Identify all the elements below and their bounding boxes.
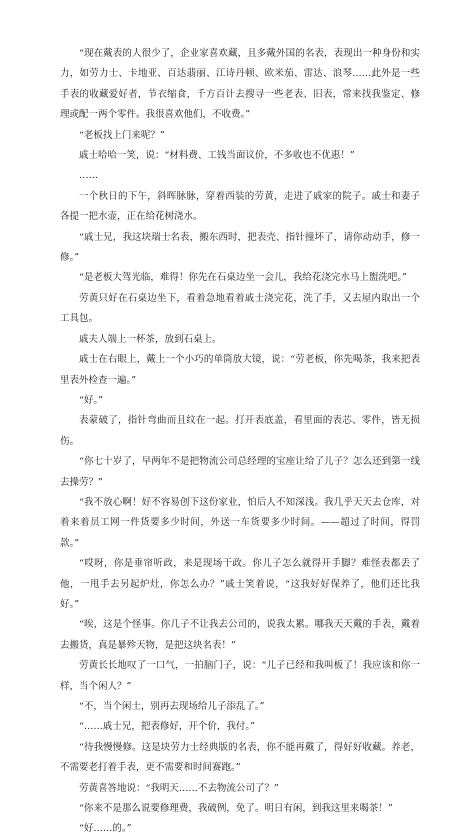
paragraph: 表蒙破了，指针弯曲而且纹在一起。打开表底盖，看里面的表芯、零件，皆无损伤。: [60, 415, 420, 447]
paragraph: “戚士兄，我这块瑞士名表，搬东西时，把表壳、指针撞坏了，请你动动手，修一修。”: [60, 231, 420, 264]
paragraph: “我不放心啊！好不容易创下这份家业，怕后人不知深浅。我几乎天天去仓库，对着来着员工网一件货要多少时间，外送一车货要多少时间。——超过了时间，得罚款。”: [60, 496, 420, 549]
paragraph: 劳黄喜答地说：“我明天……不去物流公司了？”: [79, 782, 279, 794]
paragraph: 一个秋日的下午，斜晖脉脉，穿着西装的劳黄，走进了戚家的院子。戚士和妻子各提一把水壶，正在给花树浇水。: [60, 190, 420, 223]
paragraph: ……: [79, 170, 98, 182]
paragraph: “老板找上门来呢？”: [79, 129, 165, 141]
paragraph: “你来不是那么说要修理费，我破例，免了。明日有闲，到我这里来喝茶！”: [79, 803, 393, 815]
paragraph: 劳黄只好在石桌边坐下，看着急地看着戚士浇完花，洗了手，又去屋内取出一个工具包。: [60, 292, 420, 325]
paragraph: 劳黄长长地叹了一口气，一拍脑门子，说：“儿子已经和我叫板了！我应该和你一样，当个闲人？”: [60, 660, 420, 692]
paragraph: “好。”: [79, 394, 103, 406]
paragraph: “是老板大驾光临，难得！你先在石桌边坐一会儿，我给花浇完水马上盥洗吧。”: [79, 272, 407, 284]
paragraph: “好……的。”: [79, 823, 132, 835]
paragraph: “哎呀，你是垂帘听政，来是现场干政。你儿子怎么就得开手脚？难怪表都丢了他，一甩手去另起炉灶，你怎么办？”戚士笑着说，“这我好好保养了，他们还比我好。”: [60, 558, 420, 610]
paragraph: “不，当个闲士，别再去现场给儿子添乱了。”: [79, 701, 265, 712]
paragraph: “唉，这是个怪事。你几子不让我去公司的，说我太累。哪我天天戴的手表，戴着去搬货，真是暴殄天物，是把这块名表！”: [60, 619, 420, 651]
paragraph: 戚夫人端上一杯茶，放到石桌上。: [79, 333, 222, 345]
paragraph: “现在戴表的人很少了，企业家喜欢藏，且多戴外国的名表，表现出一种身份和实力，如劳力士、卡地亚、百达翡丽、江诗丹顿、欧米茄、雷达、浪琴……此外是一些手表的收藏爱好者，节衣缩食，千方百计去搜寻一些老表、旧表，常来找我鉴定、修理或配一两个零件。我很喜欢他们，不收费。”: [60, 48, 420, 121]
paragraph: “待我慢慢修。这是块劳力士经典版的名表，你不能再戴了，得好好收藏。养老，不需要老打着手表，更不需要和时间赛跑。”: [60, 741, 420, 774]
paragraph: 戚士在右眼上，戴上一个小巧的单筒放大镜，说：“劳老板，你先喝茶，我来把表里表外检查一遍。”: [60, 354, 420, 386]
paragraph: 戚士哈哈一笑，说：“材料费、工钱当面议价，不多收也不优惠！”: [79, 150, 355, 162]
paragraph: “……戚士兄，把表修好，开个价，我付。”: [79, 721, 255, 733]
paragraph: “你七十岁了，早两年不是把物流公司总经理的宝座让给了儿子？怎么还到第一线去操劳？”: [60, 456, 420, 488]
